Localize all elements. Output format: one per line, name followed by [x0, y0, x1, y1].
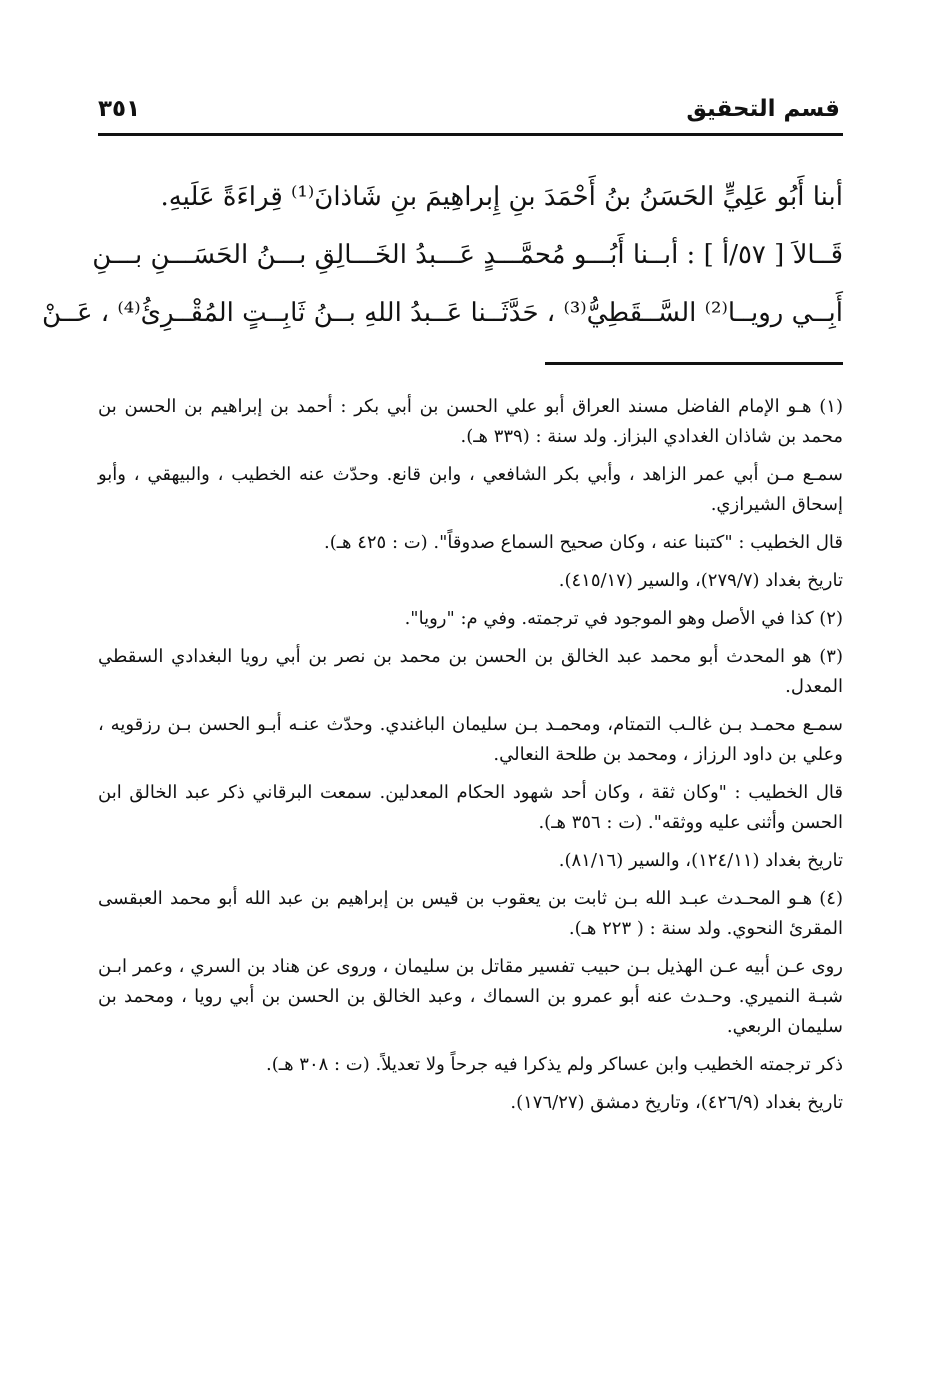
main-text-line: أَبِــي رويــا⁽²⁾ السَّــقَطِيُّ⁽³⁾ ، حَدَّثَــنا عَــبدُ اللهِ بــنُ ثَابِــتٍ المُقْــرِئُ⁽⁴⁾ ، عَــنْ: [41, 298, 843, 328]
footnote-paragraph: سمـع مـن أبي عمر الزاهد ، وأبي بكر الشافعي ، وابن قانع. وحدّث عنه الخطيب ، والبيهقي ، وأبو إسحاق الشيرازي.: [98, 464, 843, 515]
footnote-paragraph: تاريخ بغداد (٤٢٦/٩)، وتاريخ دمشق (١٧٦/٢٧).: [510, 1092, 843, 1113]
main-text-line: قَــالاَ [ ٥٧/أ ] : أبــنا أَبُـــو مُحمَّـــدٍ عَـــبدُ الخَـــالِقِ بـــنُ الحَسَـــنِ بـــنِ: [92, 240, 843, 270]
footnote-paragraph: قال الخطيب : "وكان ثقة ، وكان أحد شهود الحكام المعدلين. سمعت البرقاني ذكر عبد الخالق ابن الحسن وأثنى عليه ووثقه". (ت : ٣٥٦ هـ).: [98, 782, 843, 833]
footnote-paragraph: (٣) هو المحدث أبو محمد عبد الخالق بن الحسن بن محمد بن نصر بن أبي رويا البغدادي السقطي المعدل.: [98, 646, 843, 697]
footnote-4: [98, 884, 843, 1118]
page-header: [98, 92, 840, 132]
footnotes: [98, 392, 843, 1126]
footnote-paragraph: (٤) هـو المحـدث عبـد الله بـن ثابت بن يعقوب بن قيس بن إبراهيم بن عبد الله أبو محمد العبقسى المقرئ النحوي. ولد سنة : ( ٢٢٣ هـ).: [98, 888, 843, 939]
footnote-paragraph: روى عـن أبيه عـن الهذيل بـن حبيب تفسير مقاتل بن سليمان ، وروى عن هناد بن السري ، وعمر ابـن شبـة النميري. وحـدث عنه أبو عمرو بن السماك ، وعبد الخالق بن الحسن بن أبي رويا ، ومحمد بن سليمان الربعي.: [98, 956, 843, 1037]
footnote-paragraph: (١) هـو الإمام الفاضل مسند العراق أبو علي الحسن بن أبي بكر : أحمد بن إبراهيم بن الحسن بن محمد بن شاذان الغدادي البزاز. ولد سنة : (٣٣٩ هـ).: [98, 396, 843, 447]
footnote-paragraph: تاريخ بغداد (١٢٤/١١)، والسير (٨١/١٦).: [558, 850, 843, 871]
footnote-separator: [545, 362, 843, 365]
footnote-paragraph: تاريخ بغداد (٢٧٩/٧)، والسير (٤١٥/١٧).: [558, 570, 843, 591]
section-title: قسم التحقيق: [686, 96, 840, 122]
main-text: [41, 168, 843, 342]
header-rule: [98, 133, 843, 136]
footnote-paragraph: (٢) كذا في الأصل وهو الموجود في ترجمته. وفي م: "رويا".: [404, 608, 843, 629]
footnote-1: [98, 392, 843, 596]
footnote-3: [98, 642, 843, 876]
page-number: ٣٥١: [98, 96, 141, 122]
footnote-paragraph: ذكر ترجمته الخطيب وابن عساكر ولم يذكرا فيه جرحاً ولا تعديلاً. (ت : ٣٠٨ هـ).: [266, 1054, 843, 1075]
footnote-paragraph: سمـع محمـد بـن غالـب التمتام، ومحمـد بـن سليمان الباغندي. وحدّث عنـه أبـو الحسن بـن رزقويه ، وعلي بن داود الرزاز ، ومحمد بن طلحة النعالي.: [98, 714, 843, 765]
main-text-line: أبنا أَبُو عَلِيٍّ الحَسَنُ بنُ أَحْمَدَ بنِ إِبراهِيمَ بنِ شَاذانَ⁽¹⁾ قِراءَةً عَلَيهِ.: [160, 182, 843, 212]
footnote-paragraph: قال الخطيب : "كتبنا عنه ، وكان صحيح السماع صدوقاً". (ت : ٤٢٥ هـ).: [323, 532, 843, 553]
footnote-2: [98, 604, 843, 634]
